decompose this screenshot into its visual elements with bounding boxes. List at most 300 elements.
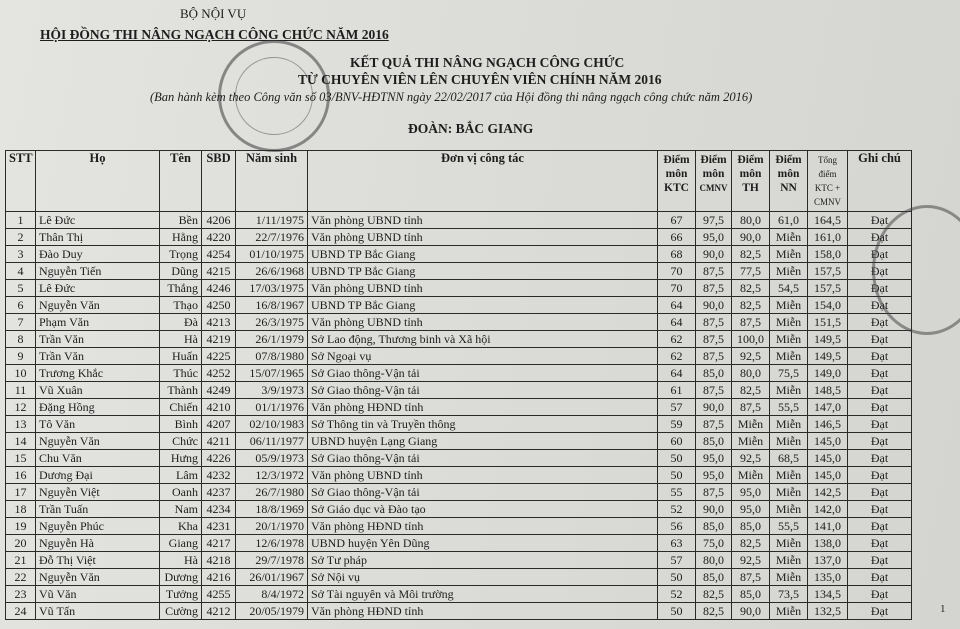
cell-stt: 9 xyxy=(6,348,36,365)
cell-sbd: 4213 xyxy=(202,314,236,331)
cell-nn: Miễn xyxy=(770,569,808,586)
cell-total: 148,5 xyxy=(808,382,848,399)
cell-sbd: 4250 xyxy=(202,297,236,314)
col-workplace: Đơn vị công tác xyxy=(308,151,658,212)
cell-note: Đạt xyxy=(848,348,912,365)
cell-cmnv: 85,0 xyxy=(696,569,732,586)
cell-cmnv: 90,0 xyxy=(696,501,732,518)
cell-stt: 5 xyxy=(6,280,36,297)
cell-workplace: Sở Nội vụ xyxy=(308,569,658,586)
cell-stt: 19 xyxy=(6,518,36,535)
cell-ktc: 50 xyxy=(658,603,696,620)
table-row xyxy=(6,569,912,586)
cell-first-name: Chiến xyxy=(160,399,202,416)
cell-total: 146,5 xyxy=(808,416,848,433)
cell-last-name: Lê Đức xyxy=(36,212,160,229)
cell-stt: 24 xyxy=(6,603,36,620)
cell-birth: 01/10/1975 xyxy=(236,246,308,263)
col-total: Tổng điểm KTC + CMNV xyxy=(808,151,848,212)
cell-total: 164,5 xyxy=(808,212,848,229)
cell-nn: Miễn xyxy=(770,348,808,365)
cell-total: 147,0 xyxy=(808,399,848,416)
cell-last-name: Vũ Văn xyxy=(36,586,160,603)
cell-last-name: Nguyễn Văn xyxy=(36,433,160,450)
cell-ktc: 63 xyxy=(658,535,696,552)
cell-cmnv: 87,5 xyxy=(696,484,732,501)
cell-last-name: Nguyễn Văn xyxy=(36,569,160,586)
cell-birth: 26/1/1979 xyxy=(236,331,308,348)
cell-th: 95,0 xyxy=(732,501,770,518)
cell-last-name: Nguyễn Hà xyxy=(36,535,160,552)
cell-first-name: Huấn xyxy=(160,348,202,365)
cell-total: 145,0 xyxy=(808,450,848,467)
cell-ktc: 62 xyxy=(658,348,696,365)
cell-ktc: 55 xyxy=(658,484,696,501)
cell-cmnv: 85,0 xyxy=(696,365,732,382)
cell-stt: 23 xyxy=(6,586,36,603)
cell-nn: 75,5 xyxy=(770,365,808,382)
cell-ktc: 52 xyxy=(658,586,696,603)
cell-sbd: 4215 xyxy=(202,263,236,280)
table-row xyxy=(6,433,912,450)
cell-note: Đạt xyxy=(848,467,912,484)
cell-last-name: Tô Văn xyxy=(36,416,160,433)
cell-workplace: Sở Giáo dục và Đào tạo xyxy=(308,501,658,518)
cell-first-name: Thành xyxy=(160,382,202,399)
cell-ktc: 57 xyxy=(658,552,696,569)
col-score-th: Điểm môn TH xyxy=(732,151,770,212)
cell-total: 149,0 xyxy=(808,365,848,382)
table-row xyxy=(6,501,912,518)
cell-stt: 3 xyxy=(6,246,36,263)
table-row xyxy=(6,467,912,484)
cell-note: Đạt xyxy=(848,229,912,246)
col-birth: Năm sinh xyxy=(236,151,308,212)
cell-nn: 55,5 xyxy=(770,399,808,416)
cell-first-name: Cường xyxy=(160,603,202,620)
cell-cmnv: 75,0 xyxy=(696,535,732,552)
col-stt: STT xyxy=(6,151,36,212)
cell-th: 82,5 xyxy=(732,382,770,399)
cell-ktc: 67 xyxy=(658,212,696,229)
cell-note: Đạt xyxy=(848,314,912,331)
cell-workplace: UBND TP Bắc Giang xyxy=(308,263,658,280)
cell-workplace: UBND huyện Lạng Giang xyxy=(308,433,658,450)
table-row xyxy=(6,399,912,416)
cell-sbd: 4217 xyxy=(202,535,236,552)
cell-first-name: Hằng xyxy=(160,229,202,246)
cell-birth: 07/8/1980 xyxy=(236,348,308,365)
cell-stt: 2 xyxy=(6,229,36,246)
cell-first-name: Thúc xyxy=(160,365,202,382)
cell-first-name: Hà xyxy=(160,331,202,348)
cell-cmnv: 85,0 xyxy=(696,518,732,535)
cell-note: Đạt xyxy=(848,399,912,416)
cell-ktc: 64 xyxy=(658,365,696,382)
cell-ktc: 64 xyxy=(658,314,696,331)
cell-th: 85,0 xyxy=(732,518,770,535)
table-row xyxy=(6,484,912,501)
cell-th: 77,5 xyxy=(732,263,770,280)
cell-ktc: 68 xyxy=(658,246,696,263)
cell-note: Đạt xyxy=(848,365,912,382)
cell-workplace: Sở Giao thông-Vận tải xyxy=(308,365,658,382)
cell-sbd: 4231 xyxy=(202,518,236,535)
cell-th: 92,5 xyxy=(732,552,770,569)
cell-nn: 54,5 xyxy=(770,280,808,297)
cell-first-name: Dương xyxy=(160,569,202,586)
cell-note: Đạt xyxy=(848,280,912,297)
delegation-label: ĐOÀN: BẮC GIANG xyxy=(408,121,534,136)
table-row xyxy=(6,314,912,331)
cell-nn: Miễn xyxy=(770,246,808,263)
cell-cmnv: 90,0 xyxy=(696,246,732,263)
cell-stt: 13 xyxy=(6,416,36,433)
cell-nn: Miễn xyxy=(770,297,808,314)
ministry-name: BỘ NỘI VỤ xyxy=(180,6,247,21)
cell-stt: 20 xyxy=(6,535,36,552)
cell-cmnv: 87,5 xyxy=(696,348,732,365)
cell-first-name: Kha xyxy=(160,518,202,535)
cell-stt: 14 xyxy=(6,433,36,450)
cell-stt: 15 xyxy=(6,450,36,467)
cell-first-name: Hà xyxy=(160,552,202,569)
col-first-name: Tên xyxy=(160,151,202,212)
cell-note: Đạt xyxy=(848,603,912,620)
results-table xyxy=(5,150,912,620)
cell-workplace: UBND TP Bắc Giang xyxy=(308,246,658,263)
col-score-ktc: Điểm môn KTC xyxy=(658,151,696,212)
cell-first-name: Nam xyxy=(160,501,202,518)
cell-last-name: Nguyễn Phúc xyxy=(36,518,160,535)
table-row xyxy=(6,603,912,620)
document-title: KẾT QUẢ THI NÂNG NGẠCH CÔNG CHỨC xyxy=(350,55,625,70)
cell-cmnv: 80,0 xyxy=(696,552,732,569)
cell-th: Miễn xyxy=(732,416,770,433)
cell-note: Đạt xyxy=(848,484,912,501)
cell-workplace: Sở Tài nguyên và Môi trường xyxy=(308,586,658,603)
cell-birth: 15/07/1965 xyxy=(236,365,308,382)
cell-note: Đạt xyxy=(848,450,912,467)
cell-workplace: Sở Tư pháp xyxy=(308,552,658,569)
table-header-row xyxy=(6,151,912,212)
cell-nn: Miễn xyxy=(770,603,808,620)
cell-stt: 22 xyxy=(6,569,36,586)
cell-workplace: Văn phòng UBND tỉnh xyxy=(308,314,658,331)
cell-cmnv: 82,5 xyxy=(696,603,732,620)
cell-birth: 1/11/1975 xyxy=(236,212,308,229)
cell-last-name: Trần Tuấn xyxy=(36,501,160,518)
cell-nn: 61,0 xyxy=(770,212,808,229)
cell-total: 157,5 xyxy=(808,263,848,280)
cell-nn: Miễn xyxy=(770,382,808,399)
cell-first-name: Thạo xyxy=(160,297,202,314)
col-last-name: Họ xyxy=(36,151,160,212)
table-row xyxy=(6,450,912,467)
cell-stt: 11 xyxy=(6,382,36,399)
cell-stt: 12 xyxy=(6,399,36,416)
cell-total: 149,5 xyxy=(808,348,848,365)
cell-note: Đạt xyxy=(848,501,912,518)
cell-nn: Miễn xyxy=(770,484,808,501)
cell-stt: 1 xyxy=(6,212,36,229)
cell-birth: 01/1/1976 xyxy=(236,399,308,416)
cell-th: 85,0 xyxy=(732,586,770,603)
table-row xyxy=(6,552,912,569)
cell-th: 100,0 xyxy=(732,331,770,348)
cell-th: 87,5 xyxy=(732,314,770,331)
cell-birth: 26/3/1975 xyxy=(236,314,308,331)
cell-first-name: Dũng xyxy=(160,263,202,280)
cell-nn: Miễn xyxy=(770,263,808,280)
table-row xyxy=(6,382,912,399)
cell-sbd: 4254 xyxy=(202,246,236,263)
cell-ktc: 57 xyxy=(658,399,696,416)
cell-sbd: 4220 xyxy=(202,229,236,246)
issuance-note: (Ban hành kèm theo Công văn số 03/BNV-HĐTNN ngày 22/02/2017 của Hội đồng thi nâng ngạch công chức năm 2016) xyxy=(150,90,753,104)
cell-stt: 16 xyxy=(6,467,36,484)
cell-stt: 21 xyxy=(6,552,36,569)
cell-cmnv: 90,0 xyxy=(696,297,732,314)
cell-note: Đạt xyxy=(848,331,912,348)
cell-last-name: Đỗ Thị Việt xyxy=(36,552,160,569)
cell-total: 151,5 xyxy=(808,314,848,331)
col-score-cmnv: Điểm môn CMNV xyxy=(696,151,732,212)
cell-nn: Miễn xyxy=(770,416,808,433)
cell-nn: Miễn xyxy=(770,314,808,331)
cell-note: Đạt xyxy=(848,569,912,586)
cell-note: Đạt xyxy=(848,246,912,263)
cell-ktc: 50 xyxy=(658,450,696,467)
cell-total: 145,0 xyxy=(808,467,848,484)
table-row xyxy=(6,365,912,382)
cell-workplace: UBND TP Bắc Giang xyxy=(308,297,658,314)
cell-workplace: Sở Giao thông-Vận tải xyxy=(308,382,658,399)
council-name: HỘI ĐỒNG THI NÂNG NGẠCH CÔNG CHỨC NĂM 2016 xyxy=(40,27,389,42)
cell-cmnv: 87,5 xyxy=(696,382,732,399)
cell-th: Miễn xyxy=(732,433,770,450)
cell-sbd: 4252 xyxy=(202,365,236,382)
table-row xyxy=(6,348,912,365)
document-subtitle: TỪ CHUYÊN VIÊN LÊN CHUYÊN VIÊN CHÍNH NĂM 2016 xyxy=(298,72,662,87)
cell-note: Đạt xyxy=(848,552,912,569)
cell-cmnv: 87,5 xyxy=(696,263,732,280)
cell-total: 145,0 xyxy=(808,433,848,450)
cell-stt: 10 xyxy=(6,365,36,382)
cell-total: 158,0 xyxy=(808,246,848,263)
cell-birth: 20/1/1970 xyxy=(236,518,308,535)
cell-nn: Miễn xyxy=(770,501,808,518)
cell-total: 135,0 xyxy=(808,569,848,586)
cell-cmnv: 90,0 xyxy=(696,399,732,416)
col-sbd: SBD xyxy=(202,151,236,212)
cell-th: 80,0 xyxy=(732,365,770,382)
cell-workplace: Sở Giao thông-Vận tải xyxy=(308,484,658,501)
cell-last-name: Trương Khắc xyxy=(36,365,160,382)
cell-ktc: 70 xyxy=(658,280,696,297)
cell-ktc: 56 xyxy=(658,518,696,535)
cell-first-name: Lâm xyxy=(160,467,202,484)
cell-cmnv: 95,0 xyxy=(696,450,732,467)
cell-stt: 6 xyxy=(6,297,36,314)
cell-total: 141,0 xyxy=(808,518,848,535)
cell-th: 87,5 xyxy=(732,399,770,416)
cell-cmnv: 82,5 xyxy=(696,586,732,603)
cell-last-name: Trần Văn xyxy=(36,331,160,348)
cell-nn: 73,5 xyxy=(770,586,808,603)
cell-stt: 17 xyxy=(6,484,36,501)
table-row xyxy=(6,535,912,552)
cell-ktc: 61 xyxy=(658,382,696,399)
cell-first-name: Bền xyxy=(160,212,202,229)
cell-sbd: 4207 xyxy=(202,416,236,433)
cell-total: 142,5 xyxy=(808,484,848,501)
cell-last-name: Đặng Hồng xyxy=(36,399,160,416)
cell-note: Đạt xyxy=(848,433,912,450)
cell-ktc: 60 xyxy=(658,433,696,450)
cell-th: 80,0 xyxy=(732,212,770,229)
cell-sbd: 4216 xyxy=(202,569,236,586)
cell-sbd: 4212 xyxy=(202,603,236,620)
cell-workplace: Văn phòng UBND tỉnh xyxy=(308,280,658,297)
cell-first-name: Oanh xyxy=(160,484,202,501)
cell-last-name: Thân Thị xyxy=(36,229,160,246)
cell-th: 82,5 xyxy=(732,297,770,314)
cell-birth: 3/9/1973 xyxy=(236,382,308,399)
cell-note: Đạt xyxy=(848,263,912,280)
cell-last-name: Lê Đức xyxy=(36,280,160,297)
cell-workplace: Sở Ngoại vụ xyxy=(308,348,658,365)
cell-first-name: Giang xyxy=(160,535,202,552)
cell-th: 95,0 xyxy=(732,484,770,501)
cell-th: 82,5 xyxy=(732,280,770,297)
cell-workplace: Văn phòng UBND tỉnh xyxy=(308,212,658,229)
cell-ktc: 70 xyxy=(658,263,696,280)
cell-sbd: 4211 xyxy=(202,433,236,450)
table-row xyxy=(6,246,912,263)
cell-total: 137,0 xyxy=(808,552,848,569)
cell-birth: 22/7/1976 xyxy=(236,229,308,246)
cell-birth: 26/7/1980 xyxy=(236,484,308,501)
cell-note: Đạt xyxy=(848,382,912,399)
cell-cmnv: 87,5 xyxy=(696,314,732,331)
cell-workplace: Sở Thông tin và Truyền thông xyxy=(308,416,658,433)
cell-note: Đạt xyxy=(848,535,912,552)
cell-sbd: 4210 xyxy=(202,399,236,416)
cell-total: 161,0 xyxy=(808,229,848,246)
table-row xyxy=(6,586,912,603)
cell-cmnv: 87,5 xyxy=(696,280,732,297)
cell-birth: 8/4/1972 xyxy=(236,586,308,603)
cell-nn: 55,5 xyxy=(770,518,808,535)
cell-sbd: 4226 xyxy=(202,450,236,467)
table-row xyxy=(6,331,912,348)
cell-sbd: 4249 xyxy=(202,382,236,399)
cell-stt: 4 xyxy=(6,263,36,280)
cell-nn: Miễn xyxy=(770,229,808,246)
cell-birth: 18/8/1969 xyxy=(236,501,308,518)
cell-ktc: 50 xyxy=(658,569,696,586)
cell-workplace: Văn phòng UBND tỉnh xyxy=(308,467,658,484)
cell-birth: 17/03/1975 xyxy=(236,280,308,297)
cell-note: Đạt xyxy=(848,416,912,433)
cell-th: 82,5 xyxy=(732,246,770,263)
cell-stt: 18 xyxy=(6,501,36,518)
table-row xyxy=(6,416,912,433)
table-row xyxy=(6,280,912,297)
cell-cmnv: 85,0 xyxy=(696,433,732,450)
cell-note: Đạt xyxy=(848,212,912,229)
cell-th: 87,5 xyxy=(732,569,770,586)
cell-stt: 8 xyxy=(6,331,36,348)
cell-sbd: 4246 xyxy=(202,280,236,297)
cell-birth: 20/05/1979 xyxy=(236,603,308,620)
cell-total: 132,5 xyxy=(808,603,848,620)
cell-last-name: Chu Văn xyxy=(36,450,160,467)
cell-birth: 29/7/1978 xyxy=(236,552,308,569)
cell-sbd: 4218 xyxy=(202,552,236,569)
cell-last-name: Nguyễn Văn xyxy=(36,297,160,314)
cell-sbd: 4234 xyxy=(202,501,236,518)
cell-nn: Miễn xyxy=(770,535,808,552)
col-score-nn: Điểm môn NN xyxy=(770,151,808,212)
cell-last-name: Trần Văn xyxy=(36,348,160,365)
cell-nn: Miễn xyxy=(770,552,808,569)
cell-total: 138,0 xyxy=(808,535,848,552)
cell-last-name: Vũ Xuân xyxy=(36,382,160,399)
cell-th: Miễn xyxy=(732,467,770,484)
cell-th: 90,0 xyxy=(732,603,770,620)
cell-note: Đạt xyxy=(848,518,912,535)
cell-cmnv: 95,0 xyxy=(696,467,732,484)
cell-total: 154,0 xyxy=(808,297,848,314)
cell-th: 92,5 xyxy=(732,450,770,467)
cell-th: 90,0 xyxy=(732,229,770,246)
cell-birth: 12/6/1978 xyxy=(236,535,308,552)
cell-last-name: Đào Duy xyxy=(36,246,160,263)
cell-last-name: Vũ Tấn xyxy=(36,603,160,620)
cell-cmnv: 97,5 xyxy=(696,212,732,229)
col-note: Ghi chú xyxy=(848,151,912,212)
page-number: 1 xyxy=(940,603,946,615)
table-row xyxy=(6,263,912,280)
cell-workplace: UBND huyện Yên Dũng xyxy=(308,535,658,552)
cell-first-name: Đà xyxy=(160,314,202,331)
cell-workplace: Văn phòng HĐND tỉnh xyxy=(308,603,658,620)
cell-sbd: 4219 xyxy=(202,331,236,348)
cell-total: 149,5 xyxy=(808,331,848,348)
cell-sbd: 4255 xyxy=(202,586,236,603)
cell-total: 142,0 xyxy=(808,501,848,518)
table-row xyxy=(6,212,912,229)
cell-last-name: Phạm Văn xyxy=(36,314,160,331)
cell-workplace: Văn phòng UBND tỉnh xyxy=(308,229,658,246)
cell-last-name: Dương Đại xyxy=(36,467,160,484)
cell-ktc: 64 xyxy=(658,297,696,314)
cell-stt: 7 xyxy=(6,314,36,331)
cell-total: 134,5 xyxy=(808,586,848,603)
cell-workplace: Văn phòng HĐND tỉnh xyxy=(308,399,658,416)
cell-sbd: 4237 xyxy=(202,484,236,501)
cell-total: 157,5 xyxy=(808,280,848,297)
cell-last-name: Nguyễn Việt xyxy=(36,484,160,501)
cell-birth: 12/3/1972 xyxy=(236,467,308,484)
cell-workplace: Văn phòng HĐND tỉnh xyxy=(308,518,658,535)
cell-nn: 68,5 xyxy=(770,450,808,467)
cell-birth: 26/6/1968 xyxy=(236,263,308,280)
cell-note: Đạt xyxy=(848,297,912,314)
cell-sbd: 4206 xyxy=(202,212,236,229)
